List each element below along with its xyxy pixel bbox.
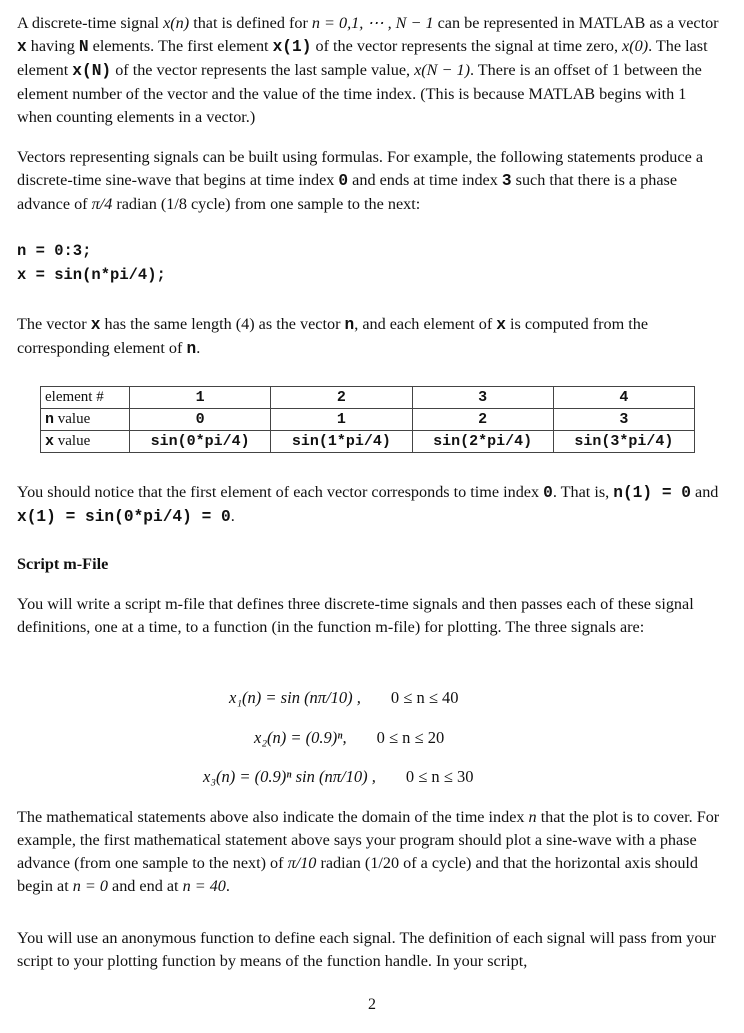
page-number: 2 xyxy=(368,996,376,1013)
table-cell: 1 xyxy=(130,387,271,409)
table-cell: 4 xyxy=(553,387,694,409)
code-line-2: x = sin(n*pi/4); xyxy=(17,266,166,284)
row-label: n value xyxy=(41,409,130,431)
table-cell: 1 xyxy=(271,409,412,431)
paragraph-anonymous-function: You will use an anonymous function to define each signal. The definition of each signal will pass from your script to your plotting function by means of the function handle. In your script, xyxy=(17,929,716,970)
paragraph-vectors-formulas: Vectors representing signals can be built using formulas. For example, the following statements produce a discrete-time sine-wave that begins at time index 0 and ends at time index 3 such that there is a phase advance of π/4 radian (1/8 cycle) from one sample to the next: xyxy=(17,148,703,213)
section-heading: Script m-File xyxy=(17,555,109,573)
table-cell: sin(1*pi/4) xyxy=(271,431,412,453)
table-cell: sin(0*pi/4) xyxy=(130,431,271,453)
row-label: element # xyxy=(41,387,130,409)
table-cell: 2 xyxy=(271,387,412,409)
equation-3: x₃(n) = (0.9)ⁿ sin (nπ/10) , 0 ≤ n ≤ 30 xyxy=(203,767,474,786)
paragraph-vector-length: The vector x has the same length (4) as the vector n, and each element of x is computed from the corresponding element of n. xyxy=(17,315,649,358)
table-cell: 3 xyxy=(553,409,694,431)
paragraph-first-element: You should notice that the first element of each vector corresponds to time index 0. That is, n(1) = 0 and x(1) = sin(0*pi/4) = 0. xyxy=(17,483,719,526)
table-cell: 2 xyxy=(412,409,553,431)
code-line-1: n = 0:3; xyxy=(17,242,92,260)
table-cell: 3 xyxy=(412,387,553,409)
table-row xyxy=(41,409,695,431)
table-cell: 0 xyxy=(130,409,271,431)
equation-2: x₂(n) = (0.9)ⁿ, 0 ≤ n ≤ 20 xyxy=(254,728,445,747)
table-cell: sin(2*pi/4) xyxy=(412,431,553,453)
paragraph-domain: The mathematical statements above also indicate the domain of the time index n that the plot is to cover. For example, the first mathematical statement above says your program should plot a sine-wave with a phase advance (from one sample to the next) of π/10 radian (1/20 of a cycle) and that the horizontal axis should begin at n = 0 and end at n = 40. xyxy=(17,808,720,895)
paragraph-vector-representation: A discrete-time signal x(n) that is defined for n = 0,1, ⋯ , N − 1 can be represented in MATLAB as a vector x having N elements. The first element x(1) of the vector represents the signal at time zero, x(0). The last element x(N) of the vector represents the last sample value, x(N − 1). There is an offset of 1 between the element number of the vector and the value of the time index. (This is because MATLAB begins with 1 when counting elements in a vector.) xyxy=(17,14,719,126)
equation-1: x₁(n) = sin (nπ/10) , 0 ≤ n ≤ 40 xyxy=(229,688,459,707)
paragraph-script-intro: You will write a script m-file that defines three discrete-time signals and then passes each of these signal definitions, one at a time, to a function (in the function m-file) for plotting. The three signals are: xyxy=(17,595,694,636)
table-cell: sin(3*pi/4) xyxy=(553,431,694,453)
table-row xyxy=(41,387,695,409)
row-label: x value xyxy=(41,431,130,453)
signal-table xyxy=(40,386,695,453)
table-row xyxy=(41,431,695,453)
